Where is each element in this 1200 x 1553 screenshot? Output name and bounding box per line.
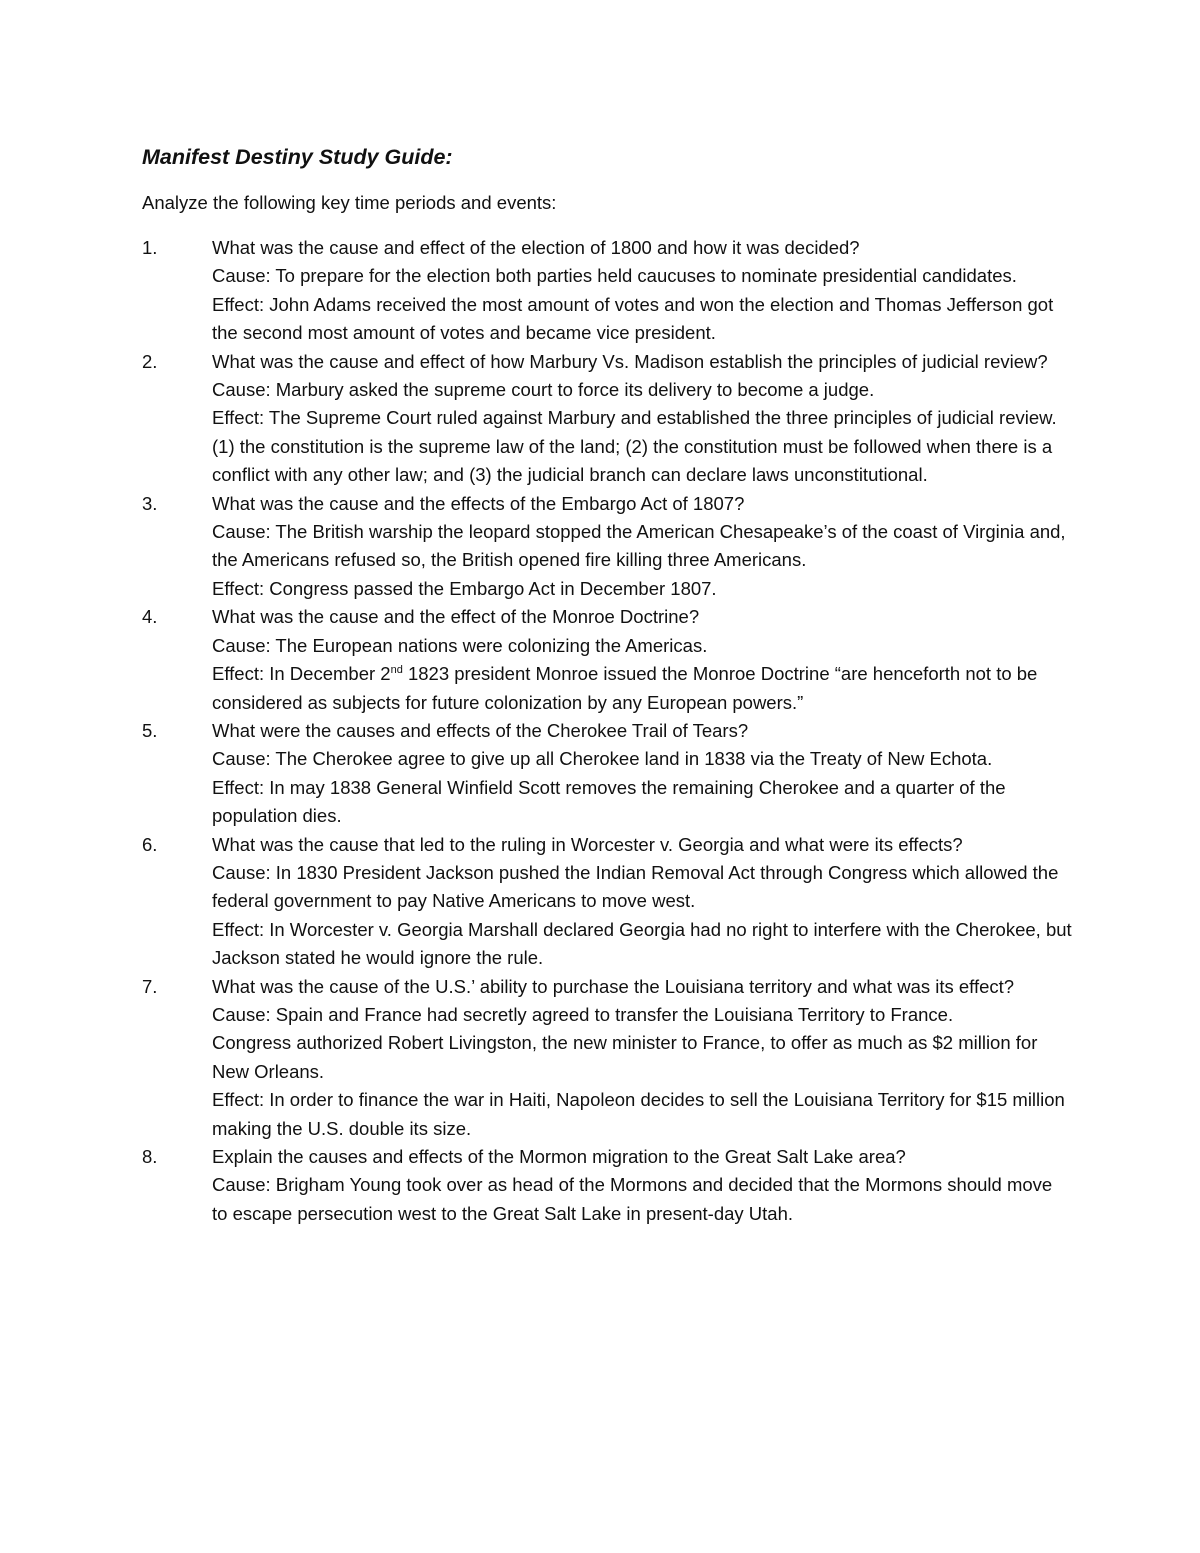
cause-text: Cause: The British warship the leopard stopped the American Chesapeake’s of the coast of Virginia and, the Americans refused so, the British opened fire killing three Americans. <box>212 521 1066 571</box>
cause-text: Cause: The Cherokee agree to give up all Cherokee land in 1838 via the Treaty of New Echota. <box>212 748 993 770</box>
page-title: Manifest Destiny Study Guide: <box>142 145 453 169</box>
cause-text: Cause: Spain and France had secretly agreed to transfer the Louisiana Territory to France. <box>212 1003 954 1025</box>
item-number: 2. <box>142 350 158 372</box>
ordinal-suffix: nd <box>390 663 403 676</box>
question-text: What was the cause of the U.S.’ ability to purchase the Louisiana territory and what was its effect? <box>212 975 1015 997</box>
list-item <box>142 1143 1072 1228</box>
question-text: What was the cause and effect of how Marbury Vs. Madison establish the principles of judicial review? <box>212 350 1048 372</box>
effect-text-start: Effect: In December 2 <box>212 663 391 685</box>
question-text: What were the causes and effects of the Cherokee Trail of Tears? <box>212 719 749 741</box>
list-item <box>142 973 1072 1143</box>
cause-text-continued: Congress authorized Robert Livingston, the new minister to France, to offer as much as $2 million for New Orleans. <box>212 1032 1038 1082</box>
question-text: What was the cause and the effects of the Embargo Act of 1807? <box>212 492 745 514</box>
item-number: 5. <box>142 719 158 741</box>
item-number: 6. <box>142 833 158 855</box>
question-text: What was the cause and the effect of the Monroe Doctrine? <box>212 606 700 628</box>
question-text: What was the cause that led to the ruling in Worcester v. Georgia and what were its effects? <box>212 833 963 855</box>
effect-text <box>212 660 1072 717</box>
item-number: 8. <box>142 1146 158 1167</box>
list-item <box>142 717 1072 831</box>
effect-text: Effect: In Worcester v. Georgia Marshall declared Georgia had no right to interfere with the Cherokee, but Jackson stated he would ignore the rule. <box>212 918 1072 969</box>
list-item <box>142 234 1072 348</box>
cause-text: Cause: To prepare for the election both parties held caucuses to nominate presidential candidates. <box>212 265 1017 287</box>
list-item <box>142 831 1072 973</box>
effect-text-end: 1823 president Monroe issued the Monroe Doctrine “are henceforth not to be considered as subjects for future colonization by any European powers.” <box>212 663 1038 713</box>
item-number: 4. <box>142 606 158 628</box>
list-item <box>142 490 1072 604</box>
cause-text: Cause: Marbury asked the supreme court to force its delivery to become a judge. <box>212 379 875 401</box>
question-list <box>142 234 1072 1228</box>
effect-text: Effect: John Adams received the most amount of votes and won the election and Thomas Jefferson got the second most amount of votes and became vice president. <box>212 293 1054 344</box>
intro-text: Analyze the following key time periods and events: <box>142 192 557 213</box>
cause-text: Cause: The European nations were colonizing the Americas. <box>212 634 708 656</box>
question-text: Explain the causes and effects of the Mormon migration to the Great Salt Lake area? <box>212 1146 906 1167</box>
effect-text: Effect: In order to finance the war in Haiti, Napoleon decides to sell the Louisiana Territory for $15 million making the U.S. double its size. <box>212 1089 1065 1139</box>
cause-text: Cause: Brigham Young took over as head of the Mormons and decided that the Mormons should move to escape persecution west to the Great Salt Lake in present-day Utah. <box>212 1174 1053 1224</box>
effect-text: Effect: The Supreme Court ruled against Marbury and established the three principles of judicial review. (1) the constitution is the supreme law of the land; (2) the constitution must be followed when there is a conflict with any other law; and (3) the judicial branch can declare laws unconstitutional. <box>212 407 1057 486</box>
item-number: 1. <box>142 237 158 258</box>
question-text: What was the cause and effect of the election of 1800 and how it was decided? <box>212 237 860 258</box>
item-number: 3. <box>142 492 158 514</box>
item-number: 7. <box>142 975 158 997</box>
effect-text: Effect: Congress passed the Embargo Act in December 1807. <box>212 577 717 599</box>
list-item <box>142 603 1072 717</box>
list-item <box>142 348 1072 490</box>
effect-text: Effect: In may 1838 General Winfield Scott removes the remaining Cherokee and a quarter of the population dies. <box>212 776 1006 827</box>
cause-text: Cause: In 1830 President Jackson pushed the Indian Removal Act through Congress which allowed the federal government to pay Native Americans to move west. <box>212 861 1059 912</box>
